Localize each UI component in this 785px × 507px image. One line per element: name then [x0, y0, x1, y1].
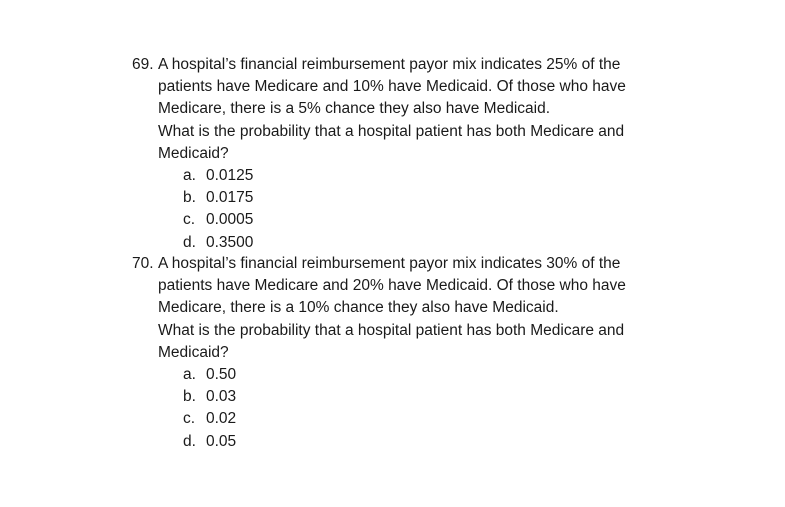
choice-letter: c. — [183, 410, 196, 428]
question-69 — [130, 54, 690, 254]
question-number: 70. — [132, 255, 154, 272]
answer-choice-d[interactable] — [130, 431, 690, 453]
choice-value: 0.50 — [206, 365, 237, 383]
question-stem-line — [130, 54, 690, 76]
answer-choice-b[interactable] — [130, 386, 690, 408]
question-text: Medicaid? — [158, 144, 229, 162]
question-text: What is the probability that a hospital patient has both Medicare and — [158, 321, 625, 339]
choice-letter: b. — [183, 388, 196, 406]
answer-choice-d[interactable] — [130, 232, 690, 254]
question-70 — [130, 253, 690, 453]
question-text: patients have Medicare and 20% have Medicaid. Of those who have — [158, 277, 626, 295]
question-stem-line — [130, 121, 690, 143]
question-stem-line — [130, 320, 690, 342]
choice-letter: d. — [183, 233, 196, 251]
question-stem-line — [130, 297, 690, 319]
answer-choice-c[interactable] — [130, 209, 690, 231]
question-stem-line — [130, 342, 690, 364]
question-stem-line — [130, 143, 690, 165]
question-stem-line — [130, 76, 690, 98]
choice-letter: d. — [183, 432, 196, 450]
choice-value: 0.05 — [206, 432, 237, 450]
answer-choice-c[interactable] — [130, 408, 690, 430]
question-stem-line — [130, 253, 690, 275]
choice-value: 0.03 — [206, 388, 237, 406]
question-number: 69. — [132, 56, 154, 73]
answer-choice-a[interactable] — [130, 165, 690, 187]
choice-letter: c. — [183, 211, 196, 229]
question-text: Medicaid? — [158, 343, 229, 361]
choice-value: 0.0125 — [206, 166, 254, 184]
answer-choice-a[interactable] — [130, 364, 690, 386]
choice-letter: b. — [183, 189, 196, 207]
question-text: What is the probability that a hospital patient has both Medicare and — [158, 122, 625, 140]
choice-value: 0.02 — [206, 410, 237, 428]
question-stem-line — [130, 98, 690, 120]
answer-choice-b[interactable] — [130, 187, 690, 209]
choice-value: 0.3500 — [206, 233, 254, 251]
question-text: A hospital’s financial reimbursement payor mix indicates 30% of the — [158, 255, 621, 272]
choice-value: 0.0175 — [206, 189, 254, 207]
choice-value: 0.0005 — [206, 211, 254, 229]
question-text: Medicare, there is a 5% chance they also have Medicaid. — [158, 100, 551, 118]
choice-letter: a. — [183, 166, 196, 184]
question-text: A hospital’s financial reimbursement payor mix indicates 25% of the — [158, 56, 621, 73]
choice-letter: a. — [183, 365, 196, 383]
question-text: patients have Medicare and 10% have Medicaid. Of those who have — [158, 78, 626, 96]
question-stem-line — [130, 275, 690, 297]
question-text: Medicare, there is a 10% chance they also have Medicaid. — [158, 299, 559, 317]
